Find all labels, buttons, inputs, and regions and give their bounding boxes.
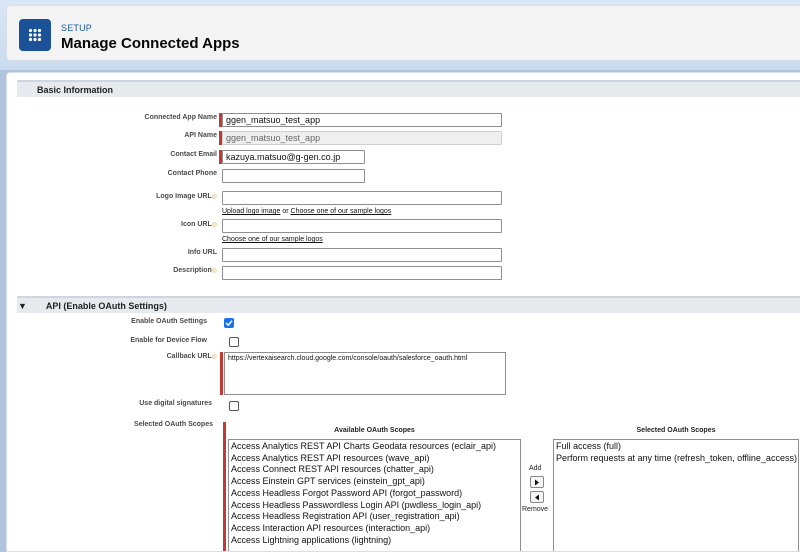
or-text: or [282,208,289,215]
description-input[interactable] [222,266,502,280]
icon-url-input[interactable] [222,219,502,233]
add-label: Add [529,465,542,472]
list-item[interactable]: Access Interaction API resources (interaction_api) [231,522,431,533]
logo-links [222,208,391,215]
page-title: Manage Connected Apps [61,35,240,52]
list-item[interactable]: Access Analytics REST API Charts Geodata resources (eclair_api) [231,441,496,451]
contact-phone-label: Contact Phone [167,170,217,177]
help-icon[interactable]: ◎ [211,268,217,274]
required-indicator [220,352,223,395]
help-icon[interactable]: ◎ [211,222,217,228]
list-item[interactable]: Access Analytics REST API resources (wave_api) [231,452,430,463]
digital-signatures-checkbox[interactable] [229,401,239,411]
connected-app-name-input[interactable]: ggen_matsuo_test_app [222,113,502,127]
contact-email-input[interactable]: kazuya.matsuo@g-gen.co.jp [222,150,365,164]
logo-image-url-input[interactable] [222,191,502,205]
list-item[interactable]: Perform requests at any time (refresh_token, offline_access) [556,452,797,463]
description-label-text: Description [173,267,212,274]
enable-device-flow-label: Enable for Device Flow [130,337,207,344]
required-indicator [223,422,226,552]
available-scopes-listbox[interactable] [228,439,521,552]
help-icon[interactable]: ◎ [211,354,217,360]
section-title: API (Enable OAuth Settings) [45,300,167,311]
icon-links [222,236,323,243]
icon-url-label [37,221,217,228]
digital-signatures-label: Use digital signatures [139,400,212,407]
enable-oauth-label: Enable OAuth Settings [131,318,207,325]
upload-logo-link[interactable]: Upload logo image [222,208,281,215]
info-url-input[interactable] [222,248,502,262]
contact-email-label: Contact Email [170,151,217,158]
connected-app-form [6,72,800,552]
description-label [37,267,217,274]
callback-url-textarea[interactable]: https://vertexaisearch.cloud.google.com/console/oauth/salesforce_oauth.html [224,352,506,395]
choose-sample-logo-link[interactable]: Choose one of our sample logos [290,208,392,215]
selected-scopes-listbox[interactable] [553,439,799,552]
arrow-right-icon [534,479,540,486]
list-item[interactable]: Full access (full) [556,441,622,451]
arrow-left-icon [534,494,540,501]
info-url-label: Info URL [187,249,217,256]
list-item[interactable]: Access Lightning applications (lightning) [231,534,392,545]
list-item[interactable]: Access Headless Forgot Password API (forgot_password) [231,487,463,498]
list-item[interactable]: Access Connect REST API resources (chatter_api) [231,464,434,475]
section-api-oauth [17,296,800,313]
collapse-triangle-icon[interactable]: ▼ [18,300,27,311]
icon-choose-sample-logo-link[interactable]: Choose one of our sample logos [222,236,323,243]
remove-label: Remove [522,506,549,513]
section-basic-information [17,80,800,97]
available-scopes-title: Available OAuth Scopes [334,427,415,434]
list-item[interactable]: Access Headless Registration API (user_registration_api) [231,511,460,522]
remove-button[interactable] [530,491,544,503]
list-item[interactable]: Access Headless Passwordless Login API (pwdless_login_api) [231,499,482,510]
list-item[interactable]: Access Einstein GPT services (einstein_gpt_api) [231,476,425,487]
callback-url-label-text: Callback URL [166,353,212,360]
selected-scopes-title: Selected OAuth Scopes [636,427,716,434]
logo-image-url-label [37,193,217,200]
api-name-label: API Name [184,132,217,139]
api-name-input[interactable]: ggen_matsuo_test_app [222,131,502,145]
enable-device-flow-checkbox[interactable] [229,337,239,347]
selected-oauth-scopes-label: Selected OAuth Scopes [134,421,213,428]
add-button[interactable] [530,476,544,488]
section-title: Basic Information [37,84,114,95]
icon-url-label-text: Icon URL [181,221,212,228]
setup-breadcrumb[interactable]: SETUP [61,23,93,33]
contact-phone-input[interactable] [222,169,365,183]
app-grid-icon [19,19,51,51]
help-icon[interactable]: ◎ [211,194,217,200]
callback-url-label [37,353,217,360]
page-header [6,5,800,61]
logo-image-url-label-text: Logo Image URL [156,193,212,200]
enable-oauth-checkbox[interactable] [224,318,234,328]
connected-app-name-label: Connected App Name [144,114,217,121]
